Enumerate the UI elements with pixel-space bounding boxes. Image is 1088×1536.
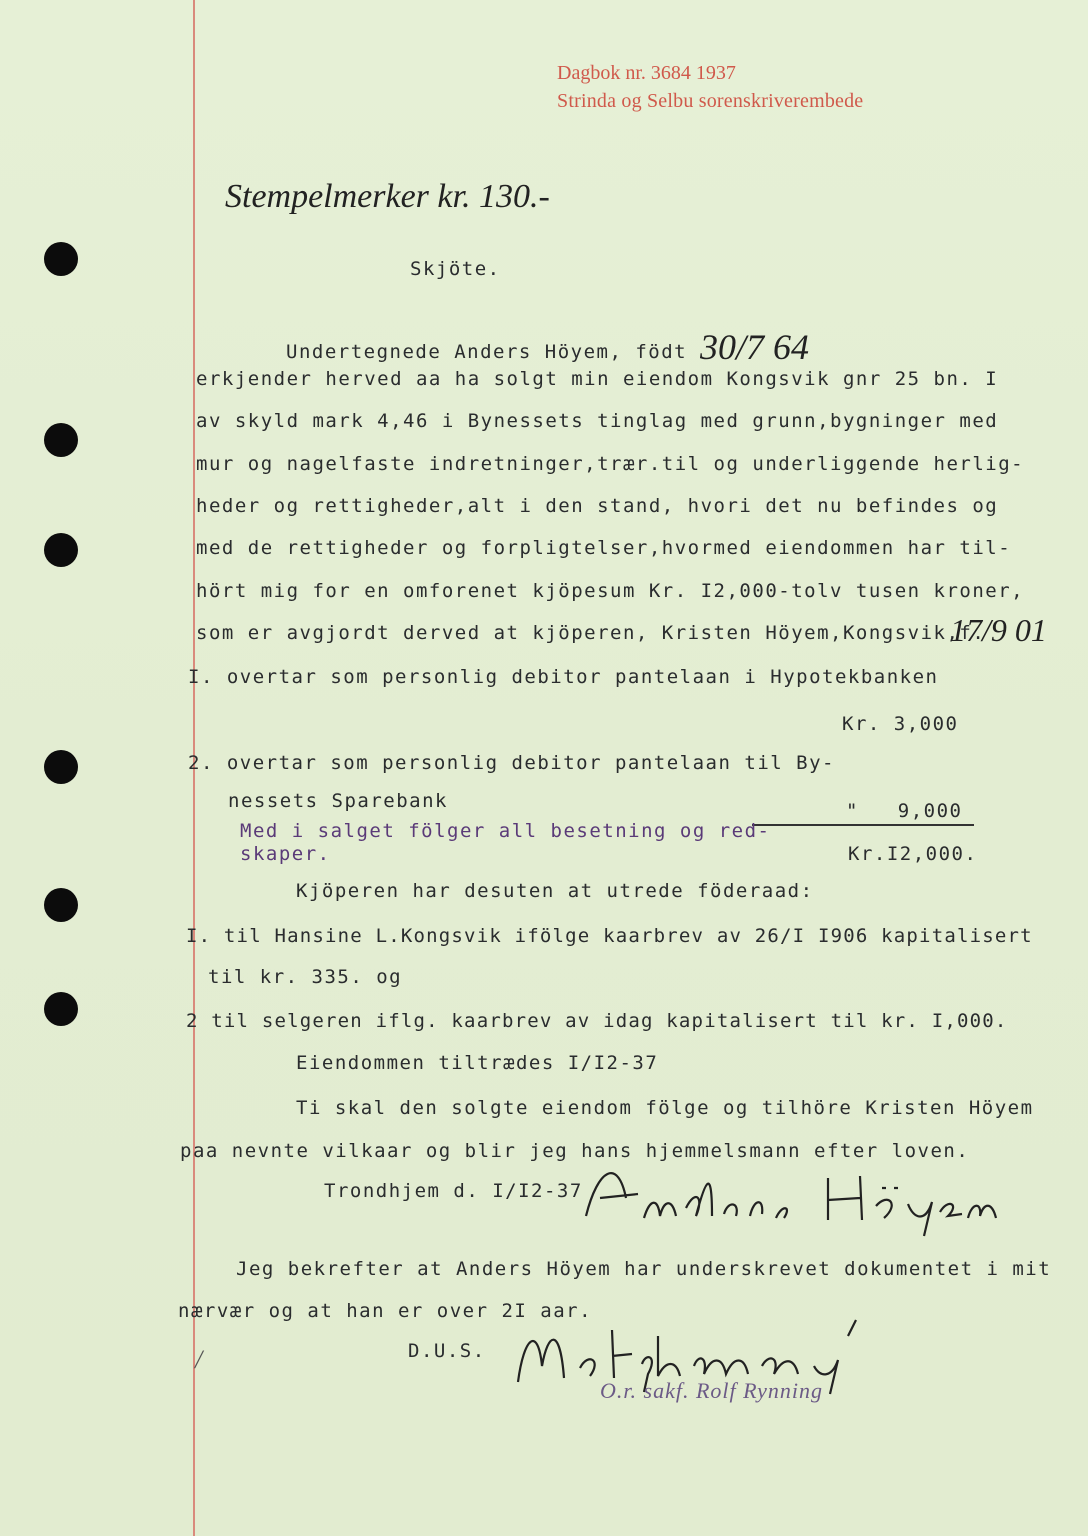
punch-hole xyxy=(44,242,78,276)
text-line: nærvær og at han er over 2I aar. xyxy=(178,1300,593,1322)
text-line: 2. overtar som personlig debitor pantelaan til By- xyxy=(188,752,835,774)
text-line: Undertegnede Anders Höyem, födt xyxy=(286,341,688,363)
text-line-purple: skaper. xyxy=(240,843,331,865)
text-line: mur og nagelfaste indretninger,trær.til og underliggende herlig- xyxy=(196,453,1025,475)
text-line-purple: Med i salget fölger all besetning og red- xyxy=(240,820,771,842)
text-line: paa nevnte vilkaar og blir jeg hans hjemmelsmann efter loven. xyxy=(180,1140,970,1162)
document-title: Skjöte. xyxy=(410,258,501,280)
text-line: D.U.S. xyxy=(408,1340,486,1362)
text-line: som er avgjordt derved at kjöperen, Kristen Höyem,Kongsvik,f. xyxy=(196,622,986,644)
handwritten-stamp-fee: Stempelmerker kr. 130.- xyxy=(225,178,550,215)
handwritten-birth-date-seller: 30/7 64 xyxy=(700,327,810,367)
text-line: I. til Hansine L.Kongsvik ifölge kaarbrev av 26/I I906 kapitalisert xyxy=(186,925,1033,947)
text-line: Ti skal den solgte eiendom fölge og tilhöre Kristen Höyem xyxy=(296,1097,1034,1119)
punch-hole xyxy=(44,992,78,1026)
text-line: heder og rettigheder,alt i den stand, hvori det nu befindes og xyxy=(196,495,999,517)
text-line: Kjöperen har desuten at utrede föderaad: xyxy=(296,880,814,902)
text-line: erkjender herved aa ha solgt min eiendom Kongsvik gnr 25 bn. I xyxy=(196,368,999,390)
punch-hole xyxy=(44,533,78,567)
diary-stamp-office: Strinda og Selbu sorenskriverembede xyxy=(557,90,864,112)
diary-stamp-number: Dagbok nr. 3684 1937 xyxy=(557,62,736,84)
punch-hole xyxy=(44,888,78,922)
text-line: med de rettigheder og forpligtelser,hvormed eiendommen har til- xyxy=(196,537,1012,559)
text-line: 2 til selgeren iflg. kaarbrev av idag kapitalisert til kr. I,000. xyxy=(186,1010,1008,1032)
amount-line: " 9,000 xyxy=(846,800,963,822)
punch-hole xyxy=(44,750,78,784)
text-line: I. overtar som personlig debitor pantelaan i Hypotekbanken xyxy=(188,666,939,688)
text-line: av skyld mark 4,46 i Bynessets tinglag med grunn,bygninger med xyxy=(196,410,999,432)
sum-rule xyxy=(752,824,974,826)
text-line: Trondhjem d. I/I2-37 xyxy=(324,1180,583,1202)
seller-signature xyxy=(578,1158,1008,1238)
bottom-stamp: O.r. sakf. Rolf Rynning xyxy=(600,1378,824,1403)
amount-total: Kr.I2,000. xyxy=(848,843,978,865)
text-line: Eiendommen tiltrædes I/I2-37 xyxy=(296,1052,659,1074)
text-line: Jeg bekrefter at Anders Höyem har underskrevet dokumentet i mit xyxy=(236,1258,1052,1280)
pencil-mark: / xyxy=(195,1345,203,1374)
amount-line: Kr. 3,000 xyxy=(842,713,959,735)
text-line: nessets Sparebank xyxy=(228,790,448,812)
punch-hole xyxy=(44,423,78,457)
handwritten-birth-date-buyer: 17/9 01 xyxy=(950,612,1047,648)
text-line: hört mig for en omforenet kjöpesum Kr. I2,000-tolv tusen kroner, xyxy=(196,580,1025,602)
text-line: til kr. 335. og xyxy=(208,966,403,988)
